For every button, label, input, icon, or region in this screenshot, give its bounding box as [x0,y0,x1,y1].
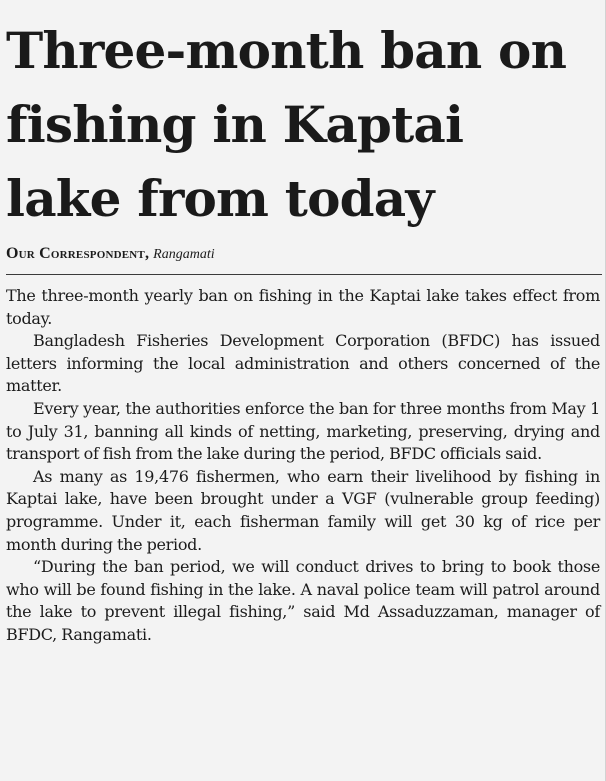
byline-author: Our Correspondent, [6,245,150,262]
headline [6,14,602,236]
headline-line-3: lake from today [6,169,434,228]
article-paragraph-3: Every year, the authorities enforce the ban for three months from May 1 to July 31, banning all kinds of netting, marketing, preserving, drying and transport of fish from the lake during the period, BFDC officials said. [6,398,600,464]
byline [6,244,602,265]
article-paragraph-1: The three-month yearly ban on fishing in the Kaptai lake takes effect from today. [6,286,600,328]
byline-divider [6,274,602,275]
article-body [6,285,600,647]
article-paragraph-5: “During the ban period, we will conduct drives to bring to book those who will be found fishing in the lake. A naval police team will patrol around the lake to prevent illegal fishing,” said Md Assaduzzaman, manager of BFDC, Rangamati. [6,557,600,644]
headline-line-2: fishing in Kaptai [6,95,464,154]
article-paragraph-2: Bangladesh Fisheries Development Corporation (BFDC) has issued letters informing the local administration and others concerned of the matter. [6,331,600,396]
headline-line-1: Three-month ban on [6,21,567,80]
byline-location: Rangamati [153,247,215,262]
article-paragraph-4: As many as 19,476 fishermen, who earn their livelihood by fishing in Kaptai lake, have been brought under a VGF (vulnerable group feeding) programme. Under it, each fisherman family will get 30 kg of rice per month during the period. [6,466,600,554]
